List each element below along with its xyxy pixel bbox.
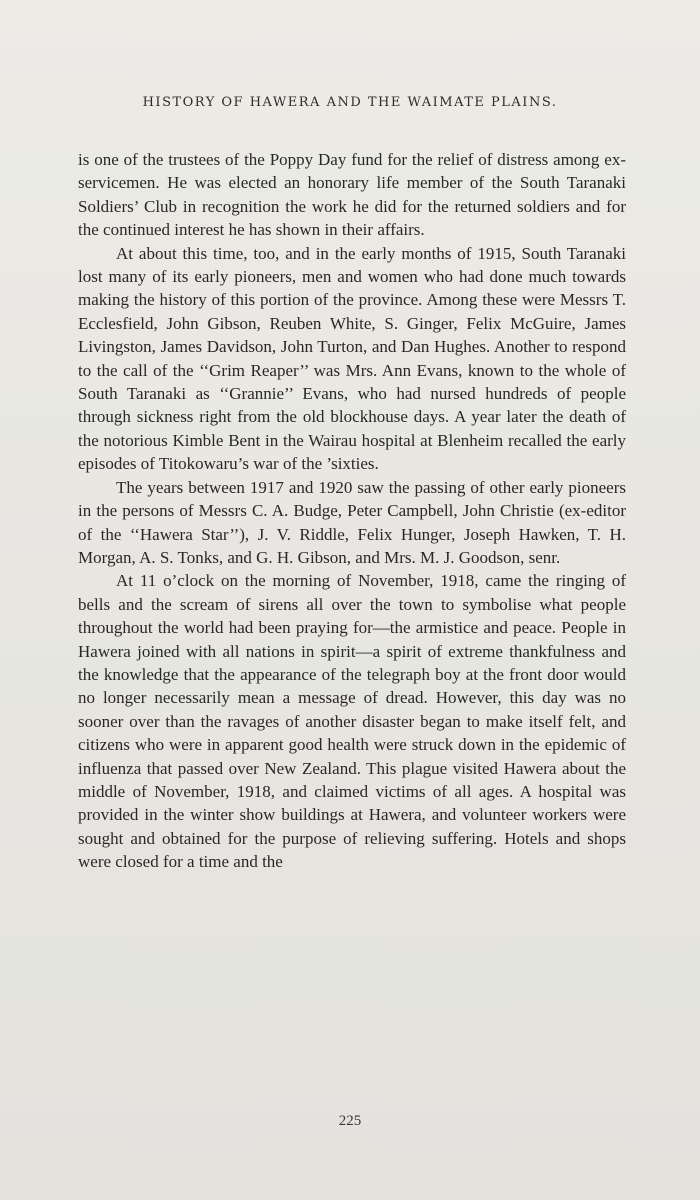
body-text (78, 148, 626, 874)
paragraph-continuation: is one of the trustees of the Poppy Day fund for the relief of distress among ex-servicemen. He was elected an honorary life member of the South Taranaki Soldiers’ Club in recognition the work he did for the returned soldiers and for the continued interest he has shown in their affairs. (78, 150, 626, 240)
paragraph-armistice-influenza: At 11 o’clock on the morning of November, 1918, came the ringing of bells and the scream of sirens all over the town to symbolise what people throughout the world had been praying for—the armistice and peace. People in Hawera joined with all nations in spirit—a spirit of extreme thankfulness and the knowledge that the appearance of the telegraph boy at the front door would no longer necessarily mean a message of dread. However, this day was no sooner over than the ravages of another disaster began to make itself felt, and citizens who were in apparent good health were struck down in the epidemic of influenza that passed over New Zealand. This plague visited Hawera about the middle of November, 1918, and claimed victims of all ages. A hospital was provided in the winter show buildings at Hawera, and volunteer workers were sought and obtained for the purpose of relieving suffering. Hotels and shops were closed for a time and the (78, 571, 626, 872)
page-number: 225 (338, 1113, 362, 1129)
paragraph-1917-1920: The years between 1917 and 1920 saw the passing of other early pioneers in the persons of Messrs C. A. Budge, Peter Campbell, John Christie (ex-editor of the ‘‘Hawera Star’’), J. V. Riddle, Felix Hunger, Joseph Hawken, T. H. Morgan, A. S. Tonks, and G. H. Gibson, and Mrs. M. J. Goodson, senr. (78, 477, 626, 567)
running-head: HISTORY OF HAWERA AND THE WAIMATE PLAINS. (142, 95, 558, 110)
paragraph-early-pioneers: At about this time, too, and in the early months of 1915, South Taranaki lost many of its early pioneers, men and women who had done much towards making the history of this portion of the province. Among these were Messrs T. Ecclesfield, John Gibson, Reuben White, S. Ginger, Felix McGuire, James Livingston, James Davidson, John Turton, and Dan Hughes. Another to respond to the call of the ‘‘Grim Reaper’’ was Mrs. Ann Evans, known to the whole of South Taranaki as ‘‘Grannie’’ Evans, who had nursed hundreds of people through sickness right from the old blockhouse days. A year later the death of the notorious Kimble Bent in the Wairau hospital at Blenheim recalled the early episodes of Titokowaru’s war of the ’sixties. (78, 243, 626, 474)
